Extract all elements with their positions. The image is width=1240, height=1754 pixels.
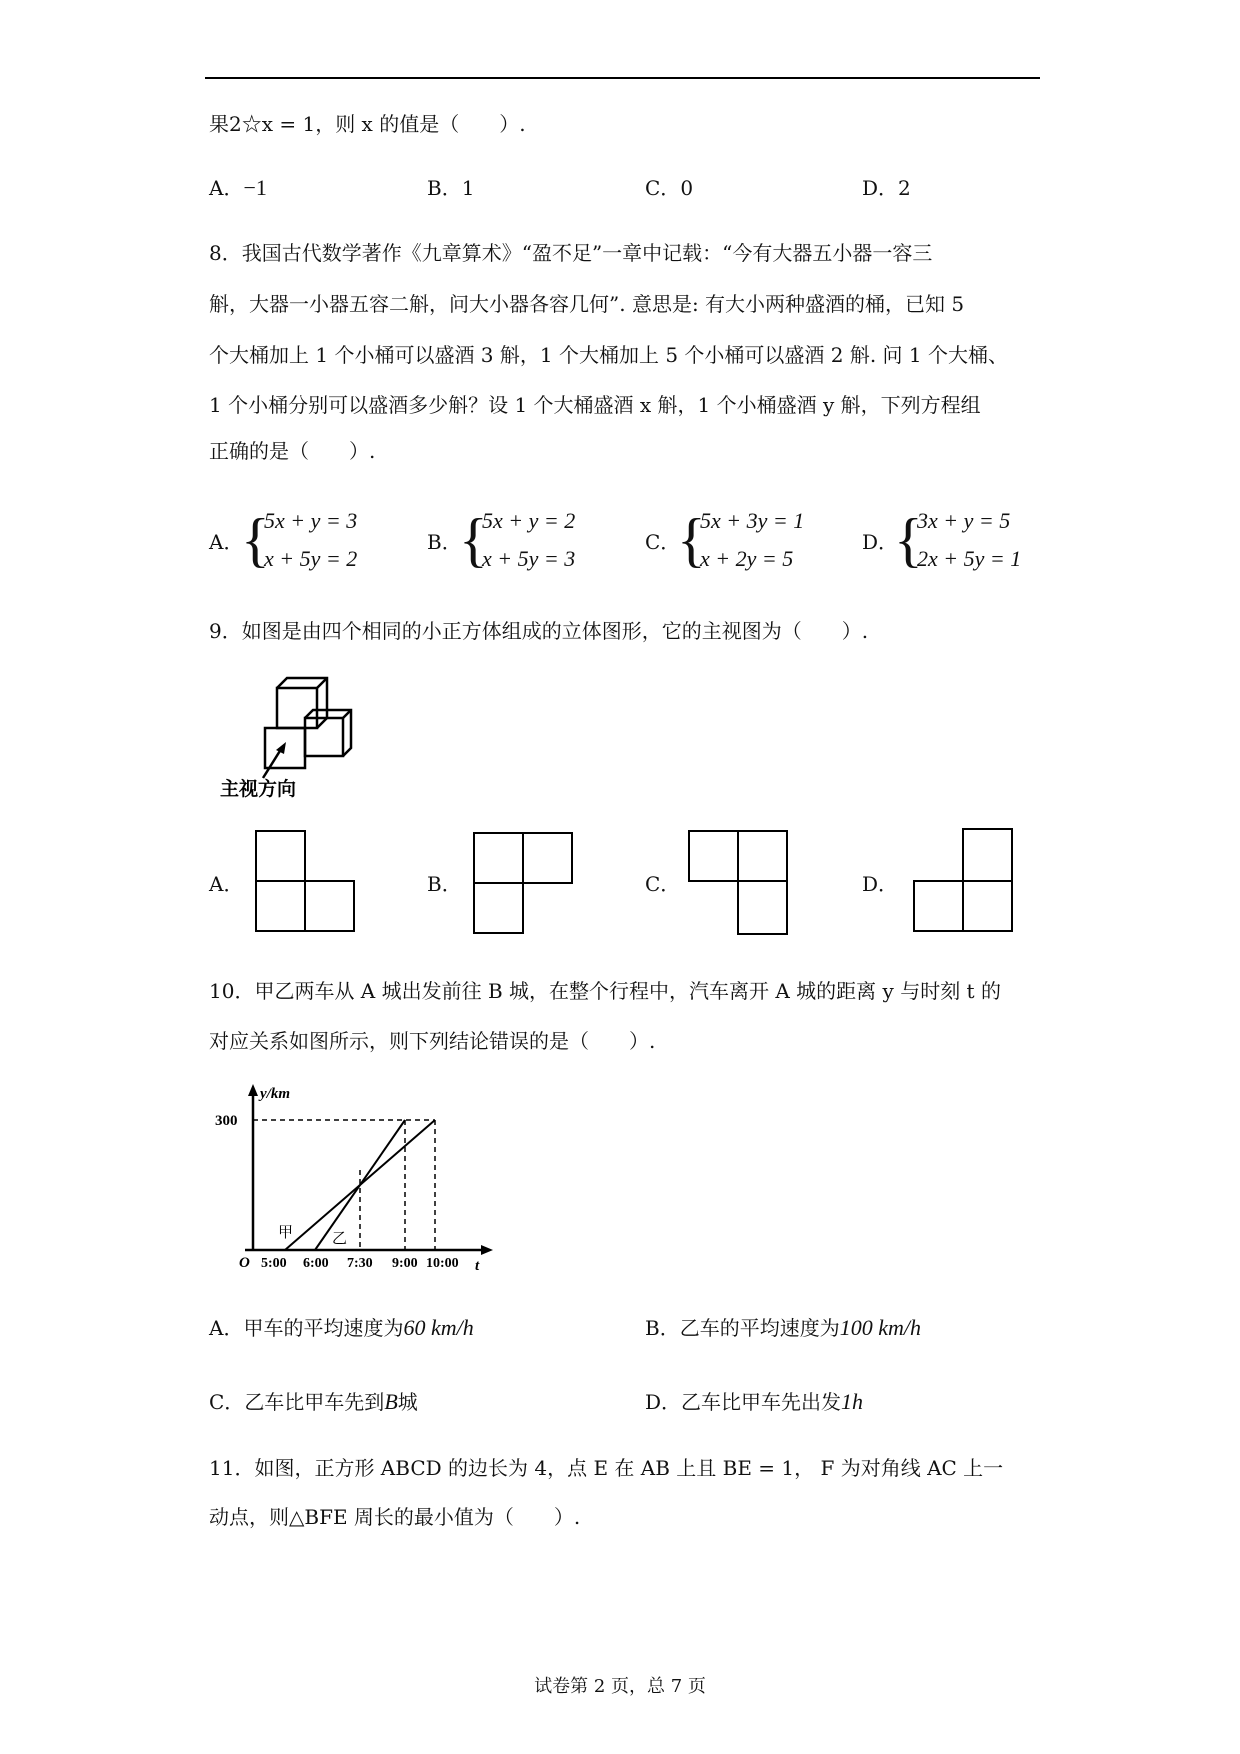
page-footer: 试卷第 2 页，总 7 页 xyxy=(534,1676,706,1697)
q8-option-c: C． { 5x + 3y = 1 x + 2y = 5 xyxy=(645,507,805,573)
q7-stem: 果2☆x = 1，则 x 的值是（ ）. xyxy=(209,112,526,136)
q10-option-c: C．乙车比甲车先到B城 xyxy=(209,1389,418,1414)
q10-series-label-jia: 甲 xyxy=(278,1225,294,1241)
q9-option-c-label: C． xyxy=(645,872,681,896)
q10-option-b: B．乙车的平均速度为100 km/h xyxy=(645,1315,921,1340)
q10-x-axis-label: t xyxy=(475,1258,480,1274)
q9-stem: 9．如图是由四个相同的小正方体组成的立体图形，它的主视图为（ ）. xyxy=(209,619,869,643)
q9-cube-figure xyxy=(215,670,375,800)
q10-y-axis-label: y/km xyxy=(260,1086,290,1102)
q10-series-label-yi: 乙 xyxy=(332,1231,348,1247)
q9-option-a-label: A． xyxy=(209,872,244,896)
q7-option-c: C．0 xyxy=(645,176,694,200)
q8-line-2: 斛，大器一小器五容二斛，问大小器各容几何”. 意思是: 有大小两种盛酒的桶，已知 5 xyxy=(209,292,965,316)
q10-option-a: A．甲车的平均速度为60 km/h xyxy=(209,1315,474,1340)
q10-origin-label: O xyxy=(239,1255,250,1271)
q10-x-tick-5: 5:00 xyxy=(261,1256,287,1271)
q10-x-tick-9: 9:00 xyxy=(392,1256,418,1271)
q7-option-d: D．2 xyxy=(862,176,911,200)
q8-line-5: 正确的是（ ）. xyxy=(209,439,376,463)
q9-direction-label: 主视方向 xyxy=(220,779,297,800)
q10-y-tick-300: 300 xyxy=(215,1113,238,1129)
q9-option-c-view xyxy=(688,830,793,938)
q9-option-b-view xyxy=(473,832,578,937)
q10-line-2: 对应关系如图所示，则下列结论错误的是（ ）. xyxy=(209,1029,656,1053)
q10-x-tick-10: 10:00 xyxy=(426,1256,459,1271)
q10-line-1: 10．甲乙两车从 A 城出发前往 B 城，在整个行程中，汽车离开 A 城的距离 y 与时刻 t 的 xyxy=(209,979,1001,1003)
q8-line-4: 1 个小桶分别可以盛酒多少斛？设 1 个大桶盛酒 x 斛，1 个小桶盛酒 y 斛，下列方程组 xyxy=(209,393,981,417)
q8-line-1: 8．我国古代数学著作《九章算术》“盈不足”一章中记载：“今有大器五小器一容三 xyxy=(209,241,933,265)
q7-option-a: A．−1 xyxy=(209,175,267,200)
q9-option-b-label: B． xyxy=(427,872,462,896)
q8-option-d: D． { 3x + y = 5 2x + 5y = 1 xyxy=(862,507,1022,573)
q9-option-a-view xyxy=(255,830,360,935)
q10-distance-time-graph xyxy=(205,1080,505,1280)
q7-option-b: B．1 xyxy=(427,176,475,200)
q10-x-tick-6: 6:00 xyxy=(303,1256,329,1271)
q11-line-2: 动点，则△BFE 周长的最小值为（ ）. xyxy=(209,1505,581,1529)
q11-line-1: 11．如图，正方形 ABCD 的边长为 4，点 E 在 AB 上且 BE = 1， F 为对角线 AC 上一 xyxy=(209,1456,1004,1480)
q9-option-d-label: D． xyxy=(862,872,899,896)
q9-option-d-view xyxy=(913,828,1018,936)
header-rule xyxy=(205,77,1040,79)
q8-line-3: 个大桶加上 1 个小桶可以盛酒 3 斛，1 个大桶加上 5 个小桶可以盛酒 2 斛. 问 1 个大桶、 xyxy=(209,343,1008,367)
q8-option-a: A． { 5x + y = 3 x + 5y = 2 xyxy=(209,507,358,573)
q8-option-b: B． { 5x + y = 2 x + 5y = 3 xyxy=(427,507,576,573)
q10-x-tick-730: 7:30 xyxy=(347,1256,373,1271)
q10-option-d: D．乙车比甲车先出发1h xyxy=(645,1389,864,1414)
